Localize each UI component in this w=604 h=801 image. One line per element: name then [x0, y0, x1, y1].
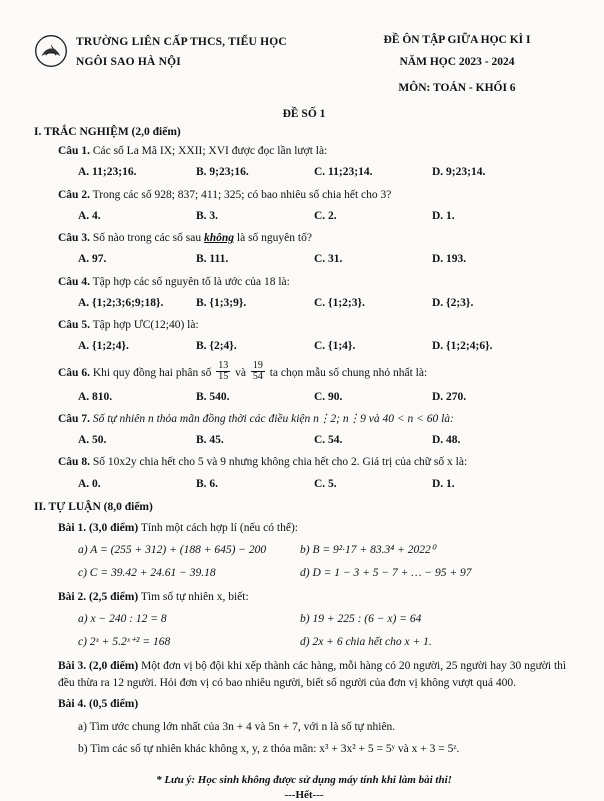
exercise-4-part-a: a) Tìm ước chung lớn nhất của 3n + 4 và 5n + 7, với n là số tự nhiên. [78, 720, 396, 733]
exercise-2-row-1 [34, 610, 574, 628]
option-d[interactable]: D. {2;3}. [432, 296, 474, 309]
document-header [34, 26, 574, 104]
option-b[interactable]: B. 3. [196, 209, 219, 222]
option-b[interactable]: B. 111. [196, 253, 229, 266]
question-3-text-before: Số nào trong các số sau [92, 232, 204, 244]
option-c[interactable]: C. 2. [314, 209, 337, 222]
question-4-text: Tập hợp các số nguyên tố là ước của 18 là: [92, 275, 290, 288]
option-c[interactable]: C. 11;23;14. [314, 166, 373, 179]
exercise-2-text: Tìm số tự nhiên x, biết: [138, 590, 249, 603]
exercise-4-part-b: b) Tìm các số tự nhiên khác không x, y, z thỏa mãn: x³ + 3x² + 5 = 5ʸ và x + 3 = 5ᶻ. [78, 743, 460, 756]
question-8-label: Câu 8. [58, 456, 90, 469]
option-a[interactable]: A. 97. [78, 253, 107, 266]
exercise-2-part-a: a) x − 240 : 12 = 8 [78, 613, 167, 626]
school-name [76, 32, 287, 72]
question-3-options [34, 251, 574, 268]
question-2-text: Trong các số 928; 837; 411; 325; có bao nhiêu số chia hết cho 3? [92, 188, 392, 201]
exercise-2-label: Bài 2. (2,5 điểm) [58, 590, 139, 603]
option-d[interactable]: D. 270. [432, 390, 467, 403]
question-6 [34, 361, 574, 385]
option-b[interactable]: B. {1;3;9}. [196, 296, 247, 309]
question-5-options [34, 338, 574, 355]
exam-subject: MÔN: TOÁN - KHỐI 6 [398, 81, 516, 94]
question-2-label: Câu 2. [58, 188, 90, 201]
question-1 [34, 143, 574, 160]
option-a[interactable]: A. {1;2;3;6;9;18}. [78, 296, 164, 309]
exercise-3 [34, 658, 574, 693]
question-5 [34, 317, 574, 334]
option-b[interactable]: B. {2;4}. [196, 340, 237, 353]
option-d[interactable]: D. 48. [432, 434, 461, 447]
option-a[interactable]: A. {1;2;4}. [78, 340, 129, 353]
option-d[interactable]: D. 1. [432, 477, 455, 490]
exercise-1-row-1 [34, 541, 574, 559]
option-d[interactable]: D. {1;2;4;6}. [432, 340, 493, 353]
question-7-text: Số tự nhiên n thỏa mãn đồng thời các điều kiện n⋮2; n⋮9 và 40 < n < 60 là: [92, 412, 454, 425]
question-1-options [34, 164, 574, 181]
option-a[interactable]: A. 50. [78, 434, 107, 447]
question-1-label: Câu 1. [58, 145, 90, 157]
exam-title-line2: NĂM HỌC 2023 - 2024 [399, 55, 515, 68]
question-5-text: Tập hợp ƯC(12;40) là: [92, 319, 199, 331]
exam-note: * Lưu ý: Học sinh không được sử dụng máy tính khi làm bài thi! [156, 774, 452, 787]
option-c[interactable]: C. {1;2;3}. [314, 296, 365, 309]
exercise-1-text: Tính một cách hợp lí (nếu có thể): [138, 521, 298, 534]
question-8-options [34, 476, 574, 493]
question-4-options [34, 295, 574, 312]
question-7 [34, 411, 574, 428]
question-2 [34, 187, 574, 204]
school-block [34, 26, 334, 104]
option-d[interactable]: D. 193. [432, 253, 467, 266]
exercise-1-label: Bài 1. (3,0 điểm) [58, 521, 139, 534]
option-b[interactable]: B. 6. [196, 477, 219, 490]
exercise-2-row-2 [34, 633, 574, 651]
exam-end-marker: ---Hết--- [284, 789, 324, 801]
question-3-text-emphasis: không [203, 232, 235, 244]
fraction-13-15: $\frac{13}{15}$ [218, 359, 229, 383]
question-6-text-before: Khi quy đồng hai phân số [92, 366, 215, 379]
exercise-2-part-c: c) 2ˣ + 5.2ˣ⁺² = 168 [78, 635, 171, 648]
option-a[interactable]: A. 810. [78, 390, 113, 403]
option-c[interactable]: C. 5. [314, 477, 337, 490]
question-4-label: Câu 4. [58, 275, 90, 288]
option-c[interactable]: C. 90. [314, 390, 343, 403]
exercise-1 [34, 520, 574, 537]
question-3-label: Câu 3. [58, 232, 90, 244]
exercise-1-part-d: d) D = 1 − 3 + 5 − 7 + … − 95 + 97 [300, 566, 472, 579]
exercise-1-row-2 [34, 564, 574, 582]
option-a[interactable]: A. 4. [78, 209, 101, 222]
question-6-text-mid: và [232, 366, 249, 379]
question-3 [34, 230, 574, 247]
question-6-text-after: ta chọn mẫu số chung nhỏ nhất là: [266, 366, 428, 379]
option-b[interactable]: B. 45. [196, 434, 224, 447]
question-6-label: Câu 6. [58, 366, 90, 379]
exam-title-line1: ĐỀ ÔN TẬP GIỮA HỌC KÌ I [383, 34, 531, 46]
exercise-1-part-b: b) B = 9²·17 + 83.3⁴ + 2022⁰ [300, 544, 436, 557]
school-name-line1: TRƯỜNG LIÊN CẤP THCS, TIỂU HỌC [76, 36, 287, 48]
option-a[interactable]: A. 11;23;16. [78, 166, 137, 179]
question-7-label: Câu 7. [58, 412, 90, 425]
question-2-options [34, 208, 574, 225]
section-2-title: II. TỰ LUẬN (8,0 điểm) [34, 500, 153, 513]
exercise-4-label: Bài 4. (0,5 điểm) [58, 698, 139, 711]
exam-title-block [340, 26, 574, 104]
question-6-options [34, 389, 574, 406]
fraction-19-54: $\frac{19}{54}$ [252, 359, 263, 383]
question-5-label: Câu 5. [58, 319, 90, 331]
question-1-text: Các số La Mã IX; XXII; XVI được đọc lần lượt là: [92, 145, 328, 157]
option-c[interactable]: C. 31. [314, 253, 343, 266]
question-8 [34, 454, 574, 471]
option-b[interactable]: B. 9;23;16. [196, 166, 249, 179]
option-d[interactable]: D. 1. [432, 209, 455, 222]
question-3-text-after: là số nguyên tố? [234, 232, 312, 244]
option-d[interactable]: D. 9;23;14. [432, 166, 486, 179]
school-emblem-icon [34, 34, 68, 68]
exercise-4 [34, 696, 574, 713]
exam-code: ĐỀ SỐ 1 [282, 108, 326, 120]
exercise-2-part-d: d) 2x + 6 chia hết cho x + 1. [300, 635, 432, 648]
option-c[interactable]: C. 54. [314, 434, 343, 447]
option-c[interactable]: C. {1;4}. [314, 340, 356, 353]
exercise-3-label: Bài 3. (2,0 điểm) [58, 659, 139, 672]
exercise-1-part-c: c) C = 39.42 + 24.61 − 39.18 [78, 566, 216, 579]
exercise-3-text: Một đơn vị bộ đội khi xếp thành các hàng, mỗi hàng có 20 người, 25 người hay 30 người thì đều thừa ra 12 người. Hỏi đơn vị có bao nhiêu người, biết số người của đơn vị không vượt quá 400. [58, 659, 567, 690]
question-7-options [34, 432, 574, 449]
section-1-title: I. TRẮC NGHIỆM (2,0 điểm) [34, 126, 181, 138]
option-a[interactable]: A. 0. [78, 477, 101, 490]
exercise-2 [34, 589, 574, 606]
question-4 [34, 274, 574, 291]
option-b[interactable]: B. 540. [196, 390, 230, 403]
exercise-1-part-a: a) A = (255 + 312) + (188 + 645) − 200 [78, 544, 267, 557]
question-8-text: Số 10x2y chia hết cho 5 và 9 nhưng không chia hết cho 2. Giá trị của chữ số x là: [92, 456, 468, 469]
school-name-line2: NGÔI SAO HÀ NỘI [76, 56, 181, 69]
exercise-2-part-b: b) 19 + 225 : (6 − x) = 64 [300, 613, 422, 626]
